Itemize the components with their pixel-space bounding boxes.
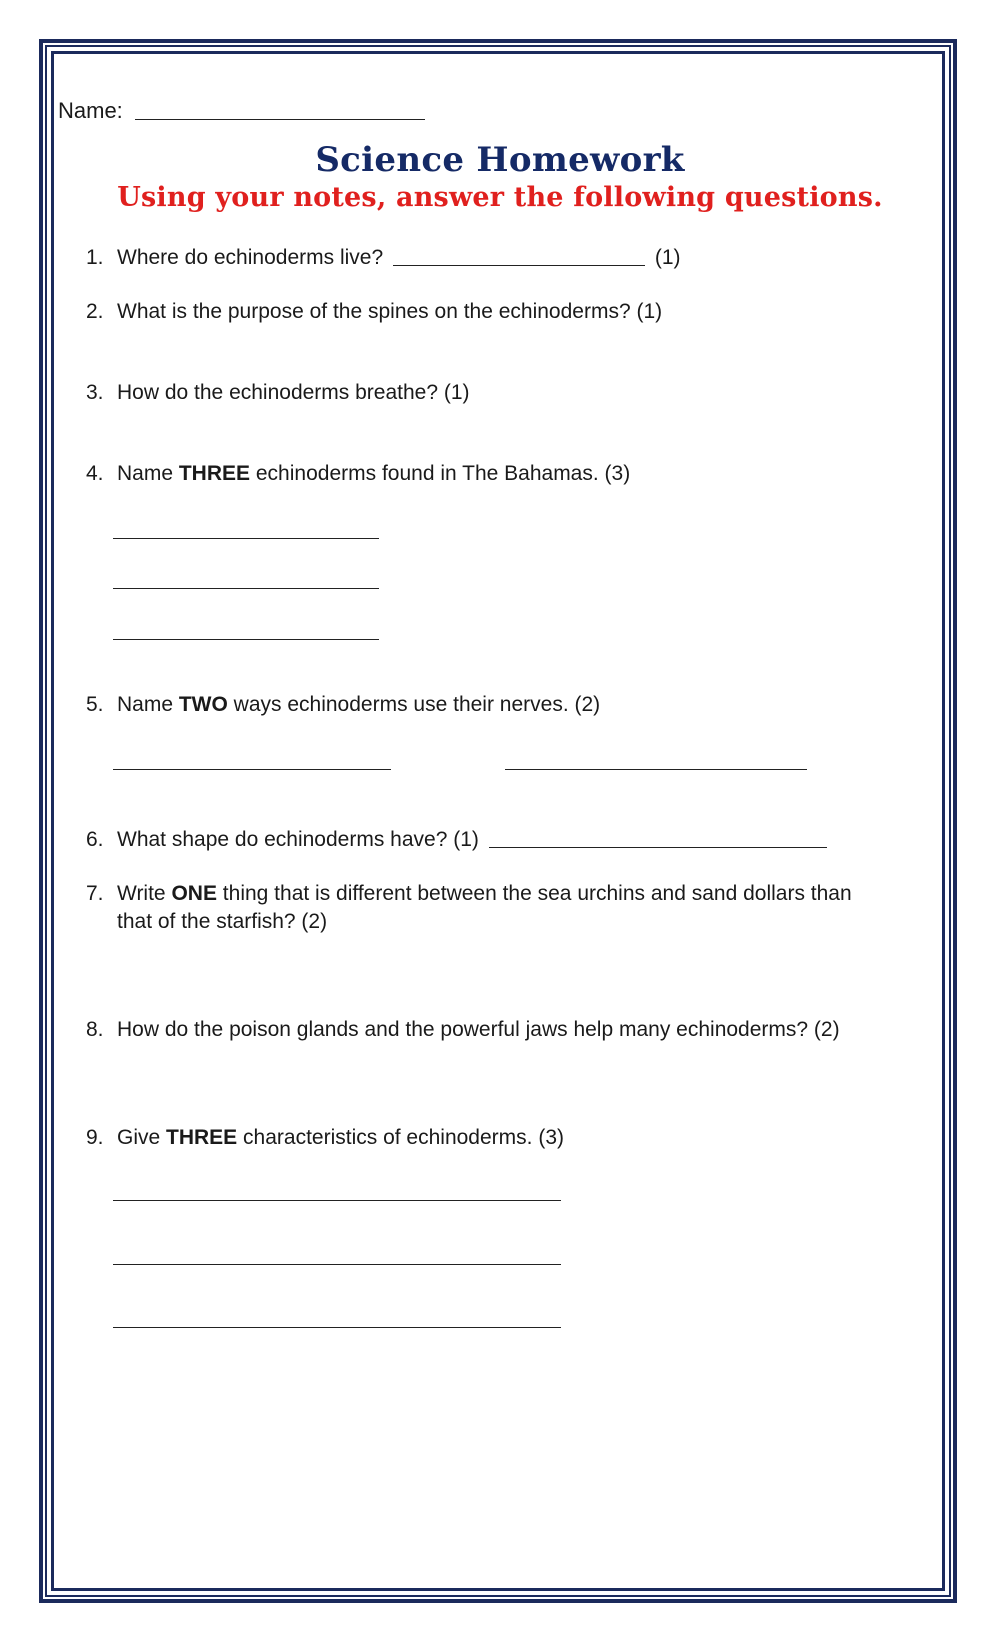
question-9 <box>86 1124 926 1152</box>
question-text-continued: that of the starfish? (2) <box>117 910 328 933</box>
question-number: 8. <box>86 1018 104 1041</box>
question-emphasis: THREE <box>166 1126 238 1149</box>
question-mark: (1) <box>654 246 681 269</box>
question-1 <box>86 244 926 272</box>
answer-line-q9-1[interactable] <box>113 1200 561 1201</box>
worksheet-title: Science Homework <box>315 140 685 180</box>
worksheet-instructions: Using your notes, answer the following questions. <box>117 182 883 213</box>
question-text: What is the purpose of the spines on the echinoderms? (1) <box>117 300 663 323</box>
question-number: 5. <box>86 693 104 716</box>
question-2 <box>86 298 926 326</box>
question-emphasis: THREE <box>178 462 251 485</box>
answer-line-q9-2[interactable] <box>113 1264 561 1265</box>
question-text: How do the echinoderms breathe? (1) <box>117 381 470 404</box>
question-text: thing that is different between the sea urchins and sand dollars than <box>216 882 852 905</box>
question-number: 6. <box>86 828 104 851</box>
question-3 <box>86 379 926 407</box>
question-number: 9. <box>86 1126 104 1149</box>
question-text: ways echinoderms use their nerves. (2) <box>227 693 601 716</box>
question-text: Name <box>117 693 179 716</box>
question-text: Where do echinoderms live? <box>117 246 384 269</box>
question-text: Write <box>117 882 172 905</box>
question-text: Give <box>117 1126 167 1149</box>
answer-line-q6[interactable] <box>489 846 827 848</box>
question-4 <box>86 460 926 488</box>
answer-line-q5-2[interactable] <box>505 769 807 770</box>
question-7 <box>86 880 926 936</box>
answer-line-q4-1[interactable] <box>113 538 379 539</box>
name-field-row <box>58 98 425 124</box>
question-8 <box>86 1016 926 1044</box>
question-number: 3. <box>86 381 104 404</box>
question-number: 4. <box>86 462 104 485</box>
question-emphasis: TWO <box>178 693 228 716</box>
question-number: 2. <box>86 300 104 323</box>
question-text: What shape do echinoderms have? (1) <box>117 828 479 851</box>
name-answer-line[interactable] <box>135 118 425 120</box>
question-number: 7. <box>86 882 104 905</box>
name-label: Name: <box>58 98 123 123</box>
answer-line-q4-2[interactable] <box>113 588 379 589</box>
answer-line-q1[interactable] <box>393 264 645 266</box>
question-6 <box>86 826 926 854</box>
question-text: Name <box>117 462 179 485</box>
question-5 <box>86 691 926 719</box>
answer-line-q9-3[interactable] <box>113 1327 561 1328</box>
question-text: How do the poison glands and the powerful jaws help many echinoderms? (2) <box>117 1018 840 1041</box>
answer-line-q5-1[interactable] <box>113 769 391 770</box>
answer-line-q4-3[interactable] <box>113 639 379 640</box>
question-text: echinoderms found in The Bahamas. (3) <box>250 462 631 485</box>
question-number: 1. <box>86 246 104 269</box>
page-border-inner <box>51 51 945 1591</box>
question-emphasis: ONE <box>171 882 217 905</box>
question-text: characteristics of echinoderms. (3) <box>237 1126 564 1149</box>
